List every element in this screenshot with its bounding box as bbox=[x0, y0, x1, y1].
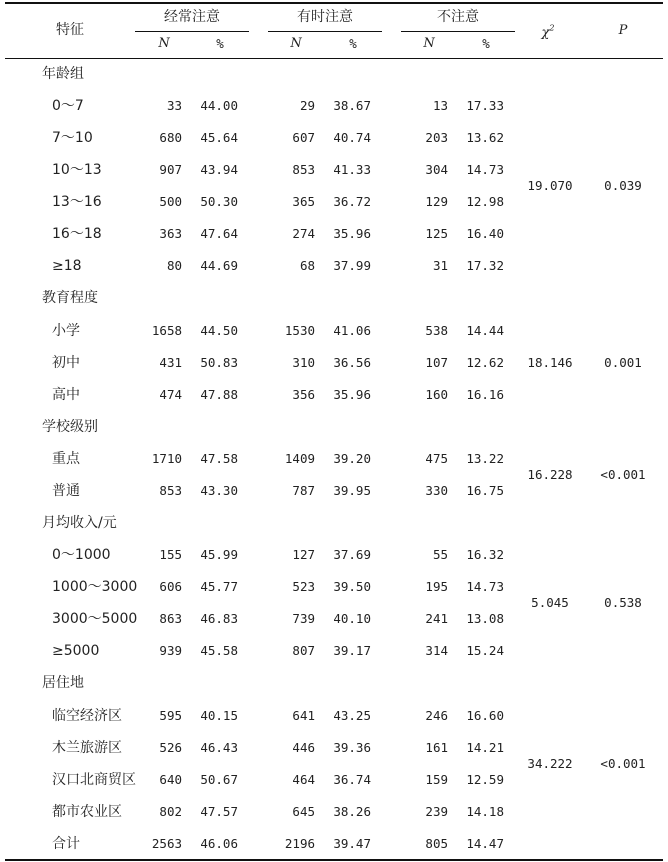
cell-value: 314 bbox=[425, 643, 448, 658]
cell-value: 45.77 bbox=[200, 579, 238, 594]
cell-value: 853 bbox=[292, 162, 315, 177]
cell-value: 50.30 bbox=[200, 194, 238, 209]
category-label: 学校级别 bbox=[42, 419, 98, 435]
header-group-1: 有时注意 bbox=[297, 9, 353, 25]
row-label: 临空经济区 bbox=[52, 708, 122, 724]
cell-value: 431 bbox=[159, 355, 182, 370]
header-n-0: N bbox=[158, 36, 170, 51]
cell-value: 14.21 bbox=[466, 740, 504, 755]
cell-value: 39.47 bbox=[333, 836, 371, 851]
p-value: 0.001 bbox=[604, 355, 642, 370]
cell-value: 607 bbox=[292, 130, 315, 145]
cell-value: 44.69 bbox=[200, 258, 238, 273]
cell-value: 16.32 bbox=[466, 547, 504, 562]
chi-square-value: 19.070 bbox=[527, 178, 573, 193]
row-label: 都市农业区 bbox=[52, 804, 122, 820]
row-label: 高中 bbox=[52, 387, 80, 403]
row-label: ≥5000 bbox=[52, 643, 100, 659]
cell-value: 446 bbox=[292, 740, 315, 755]
cell-value: 29 bbox=[299, 98, 315, 113]
p-value: <0.001 bbox=[600, 756, 646, 771]
cell-value: 680 bbox=[159, 130, 182, 145]
p-value: 0.538 bbox=[604, 595, 642, 610]
cell-value: 13.62 bbox=[466, 130, 504, 145]
cell-value: 41.06 bbox=[333, 323, 371, 338]
p-value: 0.039 bbox=[604, 178, 642, 193]
cell-value: 17.32 bbox=[466, 258, 504, 273]
cell-value: 46.83 bbox=[200, 611, 238, 626]
cell-value: 80 bbox=[166, 258, 182, 273]
cell-value: 47.57 bbox=[200, 804, 238, 819]
header-chi-square-sup: 2 bbox=[549, 23, 555, 33]
cell-value: 12.98 bbox=[466, 194, 504, 209]
chi-square-value: 16.228 bbox=[527, 467, 573, 482]
cell-value: 68 bbox=[299, 258, 315, 273]
row-label: 重点 bbox=[52, 451, 80, 467]
cell-value: 787 bbox=[292, 483, 315, 498]
row-label: ≥18 bbox=[52, 258, 82, 274]
cell-value: 807 bbox=[292, 643, 315, 658]
cell-value: 365 bbox=[292, 194, 315, 209]
row-label: 0～1000 bbox=[52, 547, 111, 563]
p-value: <0.001 bbox=[600, 467, 646, 482]
cell-value: 161 bbox=[425, 740, 448, 755]
row-label: 合计 bbox=[52, 836, 80, 852]
cell-value: 2563 bbox=[151, 836, 182, 851]
header-group-2: 不注意 bbox=[437, 9, 479, 25]
cell-value: 500 bbox=[159, 194, 182, 209]
cell-value: 330 bbox=[425, 483, 448, 498]
group-rule-never bbox=[401, 31, 515, 32]
row-label: 13～16 bbox=[52, 194, 102, 210]
cell-value: 14.73 bbox=[466, 579, 504, 594]
cell-value: 40.15 bbox=[200, 708, 238, 723]
cell-value: 1658 bbox=[151, 323, 182, 338]
cell-value: 47.88 bbox=[200, 387, 238, 402]
cell-value: 50.83 bbox=[200, 355, 238, 370]
cell-value: 36.74 bbox=[333, 772, 371, 787]
header-n-2: N bbox=[423, 36, 435, 51]
cell-value: 155 bbox=[159, 547, 182, 562]
cell-value: 363 bbox=[159, 226, 182, 241]
row-label: 7～10 bbox=[52, 130, 93, 146]
cell-value: 46.06 bbox=[200, 836, 238, 851]
cell-value: 43.25 bbox=[333, 708, 371, 723]
cell-value: 41.33 bbox=[333, 162, 371, 177]
category-label: 居住地 bbox=[42, 675, 84, 691]
cell-value: 13.22 bbox=[466, 451, 504, 466]
cell-value: 356 bbox=[292, 387, 315, 402]
cell-value: 310 bbox=[292, 355, 315, 370]
cell-value: 475 bbox=[425, 451, 448, 466]
cell-value: 45.58 bbox=[200, 643, 238, 658]
row-label: 10～13 bbox=[52, 162, 102, 178]
cell-value: 274 bbox=[292, 226, 315, 241]
cell-value: 37.99 bbox=[333, 258, 371, 273]
cell-value: 35.96 bbox=[333, 387, 371, 402]
cell-value: 129 bbox=[425, 194, 448, 209]
header-pct-1: % bbox=[349, 36, 357, 51]
cell-value: 304 bbox=[425, 162, 448, 177]
cell-value: 1409 bbox=[284, 451, 315, 466]
cell-value: 853 bbox=[159, 483, 182, 498]
cell-value: 13 bbox=[432, 98, 448, 113]
cell-value: 939 bbox=[159, 643, 182, 658]
cell-value: 802 bbox=[159, 804, 182, 819]
row-label: 16～18 bbox=[52, 226, 102, 242]
row-label: 木兰旅游区 bbox=[52, 740, 122, 756]
cell-value: 12.59 bbox=[466, 772, 504, 787]
cell-value: 1530 bbox=[284, 323, 315, 338]
cell-value: 36.56 bbox=[333, 355, 371, 370]
cell-value: 47.58 bbox=[200, 451, 238, 466]
cell-value: 127 bbox=[292, 547, 315, 562]
cell-value: 16.75 bbox=[466, 483, 504, 498]
cell-value: 195 bbox=[425, 579, 448, 594]
category-label: 教育程度 bbox=[42, 290, 98, 306]
group-rule-often bbox=[135, 31, 249, 32]
cell-value: 159 bbox=[425, 772, 448, 787]
cell-value: 39.36 bbox=[333, 740, 371, 755]
cell-value: 538 bbox=[425, 323, 448, 338]
cell-value: 640 bbox=[159, 772, 182, 787]
cell-value: 641 bbox=[292, 708, 315, 723]
cell-value: 595 bbox=[159, 708, 182, 723]
cell-value: 33 bbox=[166, 98, 182, 113]
cell-value: 14.18 bbox=[466, 804, 504, 819]
cell-value: 35.96 bbox=[333, 226, 371, 241]
cell-value: 241 bbox=[425, 611, 448, 626]
cell-value: 43.94 bbox=[200, 162, 238, 177]
cell-value: 40.10 bbox=[333, 611, 371, 626]
cell-value: 47.64 bbox=[200, 226, 238, 241]
header-chi-square: $\chi^2$ bbox=[541, 23, 555, 41]
cell-value: 2196 bbox=[284, 836, 315, 851]
table-top-rule bbox=[5, 2, 663, 4]
category-label: 月均收入/元 bbox=[42, 515, 117, 531]
cell-value: 38.26 bbox=[333, 804, 371, 819]
chi-square-value: 18.146 bbox=[527, 355, 573, 370]
cell-value: 45.64 bbox=[200, 130, 238, 145]
header-p: P bbox=[618, 23, 628, 38]
cell-value: 46.43 bbox=[200, 740, 238, 755]
cell-value: 16.60 bbox=[466, 708, 504, 723]
cell-value: 203 bbox=[425, 130, 448, 145]
header-pct-2: % bbox=[482, 36, 490, 51]
cell-value: 107 bbox=[425, 355, 448, 370]
row-label: 普通 bbox=[52, 483, 80, 499]
cell-value: 863 bbox=[159, 611, 182, 626]
cell-value: 17.33 bbox=[466, 98, 504, 113]
cell-value: 526 bbox=[159, 740, 182, 755]
cell-value: 474 bbox=[159, 387, 182, 402]
cell-value: 44.00 bbox=[200, 98, 238, 113]
cell-value: 55 bbox=[432, 547, 448, 562]
cell-value: 523 bbox=[292, 579, 315, 594]
row-label: 3000～5000 bbox=[52, 611, 138, 627]
row-label: 小学 bbox=[52, 323, 80, 339]
header-pct-0: % bbox=[216, 36, 224, 51]
cell-value: 39.95 bbox=[333, 483, 371, 498]
cell-value: 38.67 bbox=[333, 98, 371, 113]
cell-value: 31 bbox=[432, 258, 448, 273]
cell-value: 16.16 bbox=[466, 387, 504, 402]
cell-value: 246 bbox=[425, 708, 448, 723]
cell-value: 645 bbox=[292, 804, 315, 819]
row-label: 0～7 bbox=[52, 98, 84, 114]
row-label: 初中 bbox=[52, 355, 80, 371]
group-rule-sometimes bbox=[268, 31, 382, 32]
chi-square-value: 5.045 bbox=[531, 595, 569, 610]
cell-value: 160 bbox=[425, 387, 448, 402]
cell-value: 14.73 bbox=[466, 162, 504, 177]
cell-value: 43.30 bbox=[200, 483, 238, 498]
cell-value: 40.74 bbox=[333, 130, 371, 145]
cell-value: 14.47 bbox=[466, 836, 504, 851]
cell-value: 39.17 bbox=[333, 643, 371, 658]
cell-value: 15.24 bbox=[466, 643, 504, 658]
cell-value: 45.99 bbox=[200, 547, 238, 562]
cell-value: 907 bbox=[159, 162, 182, 177]
cell-value: 50.67 bbox=[200, 772, 238, 787]
header-n-1: N bbox=[290, 36, 302, 51]
cell-value: 36.72 bbox=[333, 194, 371, 209]
cell-value: 1710 bbox=[151, 451, 182, 466]
header-feature: 特征 bbox=[56, 22, 84, 38]
cell-value: 739 bbox=[292, 611, 315, 626]
cell-value: 39.20 bbox=[333, 451, 371, 466]
row-label: 汉口北商贸区 bbox=[52, 772, 136, 788]
table-bottom-rule bbox=[5, 859, 663, 861]
cell-value: 44.50 bbox=[200, 323, 238, 338]
cell-value: 606 bbox=[159, 579, 182, 594]
header-group-0: 经常注意 bbox=[164, 9, 220, 25]
header-bottom-rule bbox=[5, 58, 663, 59]
cell-value: 37.69 bbox=[333, 547, 371, 562]
cell-value: 39.50 bbox=[333, 579, 371, 594]
cell-value: 125 bbox=[425, 226, 448, 241]
cell-value: 13.08 bbox=[466, 611, 504, 626]
cell-value: 464 bbox=[292, 772, 315, 787]
cell-value: 805 bbox=[425, 836, 448, 851]
chi-square-value: 34.222 bbox=[527, 756, 573, 771]
cell-value: 14.44 bbox=[466, 323, 504, 338]
category-label: 年龄组 bbox=[42, 66, 84, 82]
cell-value: 239 bbox=[425, 804, 448, 819]
row-label: 1000～3000 bbox=[52, 579, 138, 595]
cell-value: 12.62 bbox=[466, 355, 504, 370]
cell-value: 16.40 bbox=[466, 226, 504, 241]
